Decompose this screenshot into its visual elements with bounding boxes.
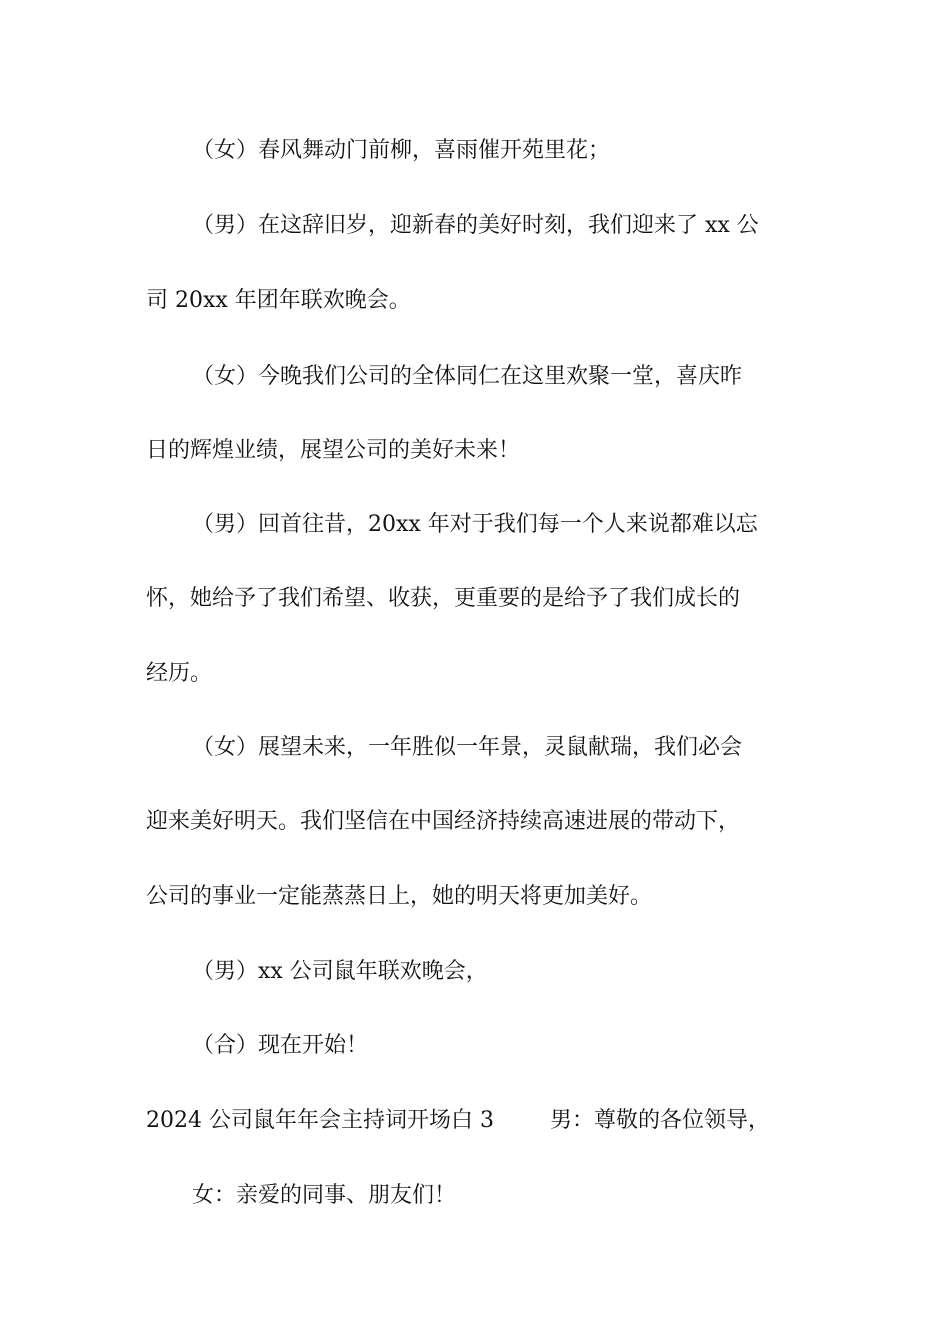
paragraph-line: （合）现在开始！: [192, 1033, 369, 1058]
paragraph-line: 司 20xx 年团年联欢晚会。: [146, 288, 411, 313]
paragraph-line: 怀，她给予了我们希望、收获，更重要的是给予了我们成长的: [146, 586, 741, 611]
section-first-speaker: 男：尊敬的各位领导，: [549, 1108, 770, 1133]
paragraph-line: （男）在这辞旧岁，迎新春的美好时刻，我们迎来了 xx 公: [192, 213, 759, 238]
paragraph-line: （女）展望未来，一年胜似一年景，灵鼠献瑞，我们必会: [192, 735, 743, 760]
paragraph-line: 公司的事业一定能蒸蒸日上，她的明天将更加美好。: [146, 884, 653, 909]
paragraph-line: 日的辉煌业绩，展望公司的美好未来！: [146, 438, 521, 463]
paragraph-line: （男）xx 公司鼠年联欢晚会，: [192, 959, 488, 984]
paragraph-line: 女：亲爱的同事、朋友们！: [192, 1183, 457, 1208]
paragraph-line: 迎来美好明天。我们坚信在中国经济持续高速进展的带动下，: [146, 809, 741, 834]
paragraph-line: （男）回首往昔，20xx 年对于我们每一个人来说都难以忘: [192, 512, 758, 537]
paragraph-line: （女）春风舞动门前柳，喜雨催开苑里花；: [192, 138, 611, 163]
paragraph-line: （女）今晚我们公司的全体同仁在这里欢聚一堂，喜庆昨: [192, 364, 743, 389]
section-heading: 2024 公司鼠年年会主持词开场白 3: [146, 1108, 494, 1133]
section-heading-line: [146, 1106, 826, 1136]
paragraph-line: 经历。: [146, 661, 213, 686]
